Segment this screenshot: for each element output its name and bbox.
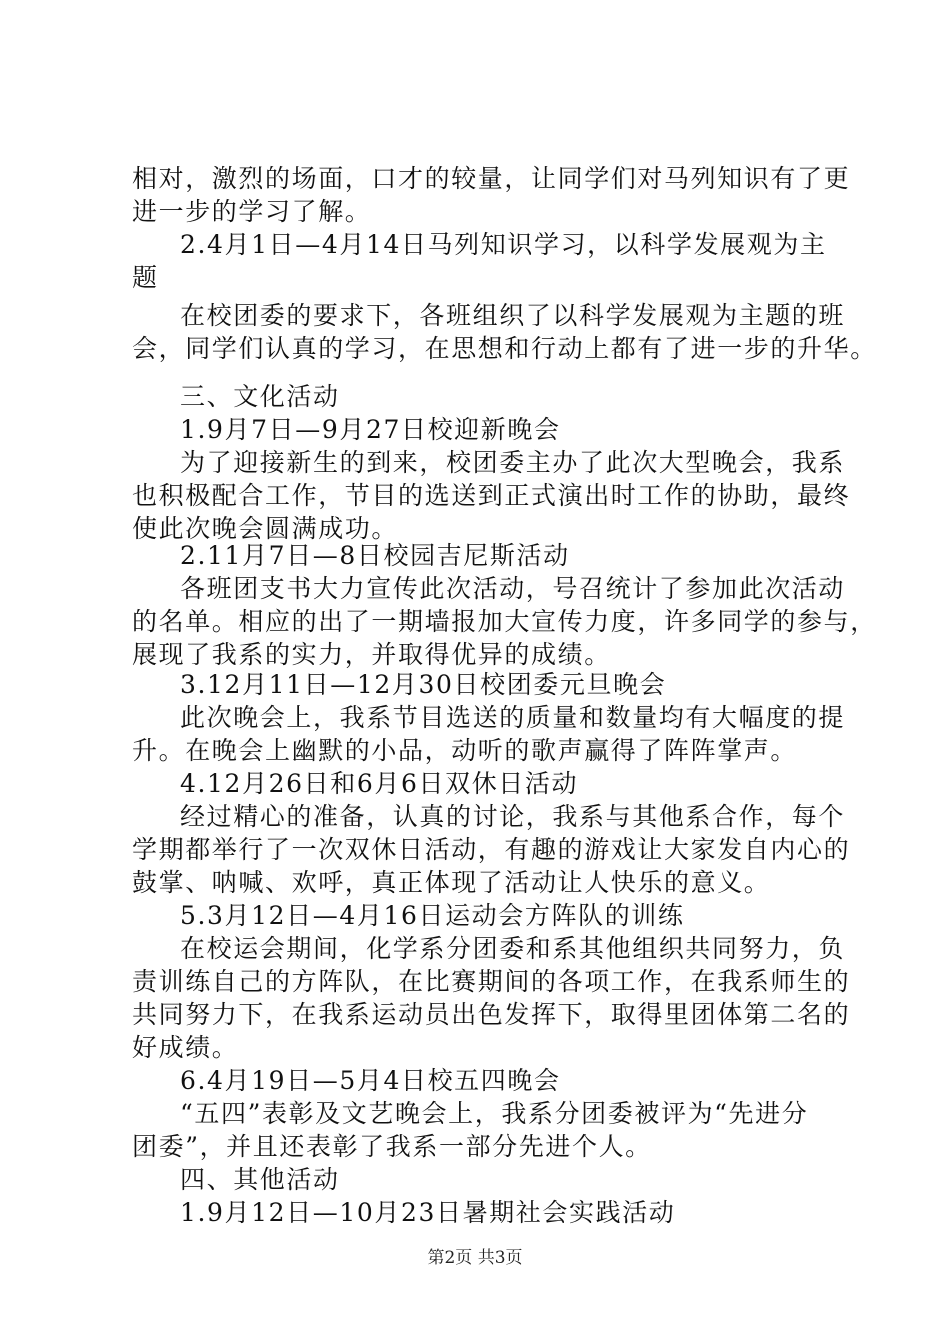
- text-line: 团委”，并且还表彰了我系一部分先进个人。: [132, 1132, 652, 1161]
- text-line: 在校运会期间，化学系分团委和系其他组织共同努力，负: [180, 934, 846, 963]
- text-line: 题: [132, 263, 159, 292]
- text-line: 升。在晚会上幽默的小品，动听的歌声赢得了阵阵掌声。: [132, 736, 798, 765]
- text-line: 3.12月11日—12月30日校团委元旦晚会: [180, 670, 667, 699]
- text-line: 2.11月7日—8日校园吉尼斯活动: [180, 541, 570, 570]
- text-line: “五四”表彰及文艺晚会上，我系分团委被评为“先进分: [180, 1099, 809, 1128]
- text-line: 四、其他活动: [180, 1165, 340, 1194]
- text-line: 为了迎接新生的到来，校团委主办了此次大型晚会，我系: [180, 448, 846, 477]
- text-line: 会，同学们认真的学习，在思想和行动上都有了进一步的升华。: [132, 334, 877, 363]
- text-line: 责训练自己的方阵队，在比赛期间的各项工作，在我系师生的: [132, 967, 851, 996]
- text-line: 的名单。相应的出了一期墙报加大宣传力度，许多同学的参与，: [132, 607, 877, 636]
- text-line: 1.9月7日—9月27日校迎新晚会: [180, 415, 561, 444]
- text-line: 2.4月1日—4月14日马列知识学习，以科学发展观为主: [180, 230, 827, 259]
- text-line: 进一步的学习了解。: [132, 197, 372, 226]
- text-line: 相对，激烈的场面，口才的较量，让同学们对马列知识有了更: [132, 164, 851, 193]
- text-line: 共同努力下，在我系运动员出色发挥下，取得里团体第二名的: [132, 1000, 851, 1029]
- text-line: 也积极配合工作，节目的选送到正式演出时工作的协助，最终: [132, 481, 851, 510]
- text-line: 鼓掌、呐喊、欢呼，真正体现了活动让人快乐的意义。: [132, 868, 771, 897]
- text-line: 好成绩。: [132, 1033, 239, 1062]
- page-footer: 第2页 共3页: [427, 1248, 523, 1268]
- text-line: 此次晚会上，我系节目选送的质量和数量均有大幅度的提: [180, 703, 846, 732]
- text-line: 在校团委的要求下，各班组织了以科学发展观为主题的班: [180, 301, 846, 330]
- text-line: 使此次晚会圆满成功。: [132, 514, 399, 543]
- text-line: 4.12月26日和6月6日双休日活动: [180, 769, 579, 798]
- text-line: 6.4月19日—5月4日校五四晚会: [180, 1066, 561, 1095]
- text-line: 展现了我系的实力，并取得优异的成绩。: [132, 640, 611, 669]
- text-line: 5.3月12日—4月16日运动会方阵队的训练: [180, 901, 685, 930]
- text-line: 经过精心的准备，认真的讨论，我系与其他系合作，每个: [180, 802, 846, 831]
- text-line: 1.9月12日—10月23日暑期社会实践活动: [180, 1198, 676, 1227]
- text-line: 学期都举行了一次双休日活动，有趣的游戏让大家发自内心的: [132, 835, 851, 864]
- text-line: 各班团支书大力宣传此次活动，号召统计了参加此次活动: [180, 574, 846, 603]
- text-line: 三、文化活动: [180, 382, 340, 411]
